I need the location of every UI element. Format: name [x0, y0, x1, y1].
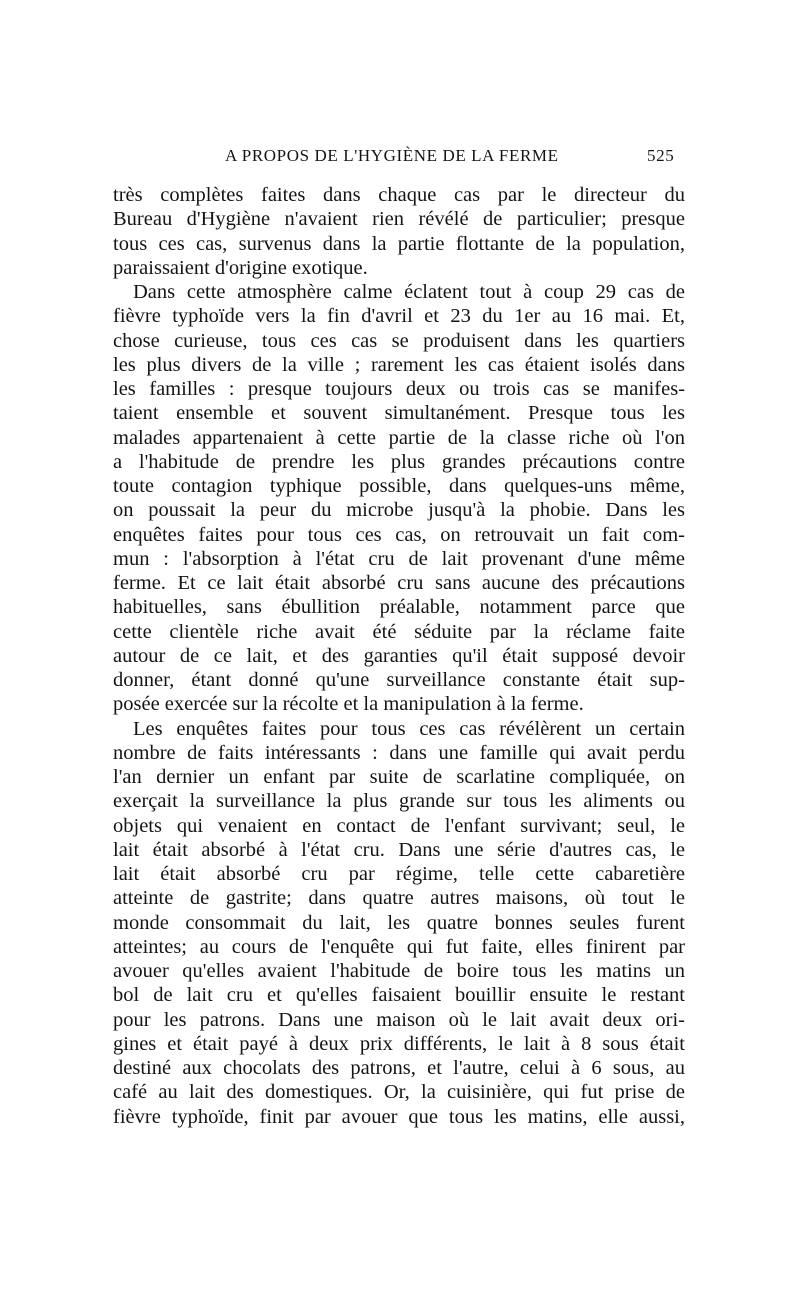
text-line: atteintes; au cours de l'enquête qui fut faite, elles finirent par — [113, 935, 685, 958]
text-line: bol de lait cru et qu'elles faisaient bouillir ensuite le restant — [113, 984, 685, 1007]
text-line: lait était absorbé cru par régime, telle cette cabaretière — [113, 863, 685, 885]
running-title: A PROPOS DE L'HYGIÈNE DE LA FERME — [225, 146, 559, 165]
text-line: les plus divers de la ville ; rarement les cas étaient isolés dans — [113, 353, 685, 376]
page-number: 525 — [647, 146, 675, 165]
body-text — [113, 183, 685, 1129]
text-line: lait était absorbé à l'état cru. Dans une série d'autres cas, le — [113, 838, 685, 861]
text-line: mun : l'absorption à l'état cru de lait provenant d'une même — [113, 547, 685, 570]
text-line: taient ensemble et souvent simultanément. Presque tous les — [113, 402, 685, 425]
text-line: donner, étant donné qu'une surveillance constante était sup- — [113, 669, 685, 691]
text-line: tous ces cas, survenus dans la partie flottante de la population, — [113, 232, 685, 255]
text-line: atteinte de gastrite; dans quatre autres maisons, où tout le — [113, 887, 685, 910]
text-line: destiné aux chocolats des patrons, et l'autre, celui à 6 sous, au — [113, 1057, 685, 1079]
text-line: paraissaient d'origine exotique. — [113, 256, 368, 279]
text-line: on poussait la peur du microbe jusqu'à la phobie. Dans les — [113, 499, 685, 522]
text-line: Dans cette atmosphère calme éclatent tout à coup 29 cas de — [133, 281, 685, 303]
text-line: fièvre typhoïde vers la fin d'avril et 23 du 1er au 16 mai. Et, — [113, 305, 685, 328]
text-line: malades appartenaient à cette partie de la classe riche où l'on — [113, 426, 685, 449]
text-line: cette clientèle riche avait été séduite par la réclame faite — [113, 620, 685, 643]
text-line: enquêtes faites pour tous ces cas, on retrouvait un fait com- — [113, 523, 685, 546]
text-line: fièvre typhoïde, finit par avouer que tous les matins, elle aussi, — [113, 1105, 685, 1128]
text-line: autour de ce lait, et des garanties qu'il était supposé devoir — [113, 644, 685, 667]
text-line: posée exercée sur la récolte et la manipulation à la ferme. — [113, 693, 584, 716]
text-line: Bureau d'Hygiène n'avaient rien révélé de particulier; presque — [113, 208, 685, 231]
running-header — [0, 146, 800, 174]
text-line: objets qui venaient en contact de l'enfant survivant; seul, le — [113, 814, 685, 837]
text-line: café au lait des domestiques. Or, la cuisinière, qui fut prise de — [113, 1081, 685, 1104]
text-line: très complètes faites dans chaque cas par le directeur du — [113, 184, 685, 206]
text-line: toute contagion typhique possible, dans quelques-uns même, — [113, 475, 685, 497]
text-line: monde consommait du lait, les quatre bonnes seules furent — [113, 911, 685, 934]
text-line: gines et était payé à deux prix différents, le lait à 8 sous était — [113, 1032, 685, 1055]
text-line: a l'habitude de prendre les plus grandes précautions contre — [113, 450, 685, 473]
text-line: nombre de faits intéressants : dans une famille qui avait perdu — [113, 741, 685, 764]
text-line: habituelles, sans ébullition préalable, notamment parce que — [113, 596, 685, 619]
text-line: l'an dernier un enfant par suite de scarlatine compliquée, on — [113, 766, 685, 788]
text-line: pour les patrons. Dans une maison où le lait avait deux ori- — [113, 1008, 685, 1031]
text-line: les familles : presque toujours deux ou trois cas se manifes- — [113, 378, 685, 400]
text-line: Les enquêtes faites pour tous ces cas révélèrent un certain — [133, 717, 685, 740]
text-line: chose curieuse, tous ces cas se produisent dans les quartiers — [113, 329, 685, 352]
text-line: ferme. Et ce lait était absorbé cru sans aucune des précautions — [113, 572, 685, 594]
text-line: exerçait la surveillance la plus grande sur tous les aliments ou — [113, 790, 685, 813]
text-line: avouer qu'elles avaient l'habitude de boire tous les matins un — [113, 960, 685, 982]
